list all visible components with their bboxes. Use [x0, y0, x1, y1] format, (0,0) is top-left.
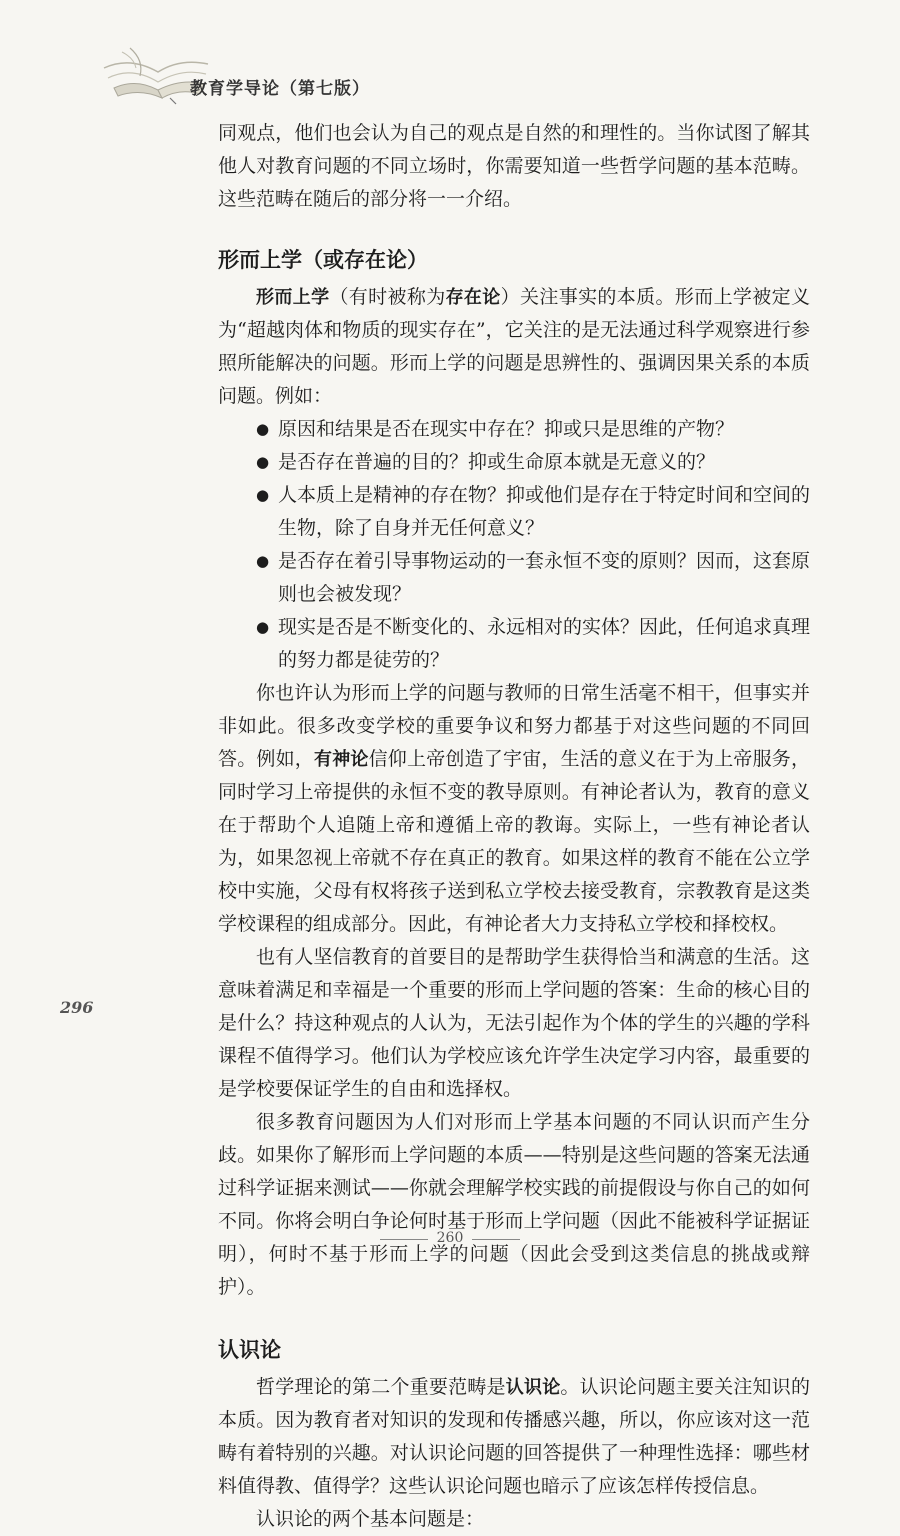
list-item: ● 是否存在普遍的目的？抑或生命原本就是无意义的？	[256, 446, 810, 479]
metaphysics-paragraph-4: 很多教育问题因为人们对形而上学基本问题的不同认识而产生分歧。如果你了解形而上学问题的本质——特别是这些问题的答案无法通过科学证据来测试——你就会理解学校实践的前提假设与你自己的如何不同。你将会明白争论何时基于形而上学问题（因此不能被科学证据证明），何时不基于形而上学的问题（因此会受到这类信息的挑战或辩护）。	[218, 1111, 810, 1298]
list-item: ● 是否存在着引导事物运动的一套永恒不变的原则？因而，这套原则也会被发现？	[256, 545, 810, 611]
list-item: ● 现实是否是不断变化的、永远相对的实体？因此，任何追求真理的努力都是徒劳的？	[256, 611, 810, 677]
intro-paragraph: 同观点，他们也会认为自己的观点是自然的和理性的。当你试图了解其他人对教育问题的不同立场时，你需要知道一些哲学问题的基本范畴。这些范畴在随后的部分将一一介绍。	[218, 122, 810, 210]
epistemology-paragraph-1: 哲学理论的第二个重要范畴是认识论。认识论问题主要关注知识的本质。因为教育者对知识的发现和传播感兴趣，所以，你应该对这一范畴有着特别的兴趣。对认识论问题的回答提供了一种理性选择：哪些材料值得教、值得学？这些认识论问题也暗示了应该怎样传授信息。	[218, 1376, 810, 1497]
metaphysics-paragraph-2: 你也许认为形而上学的问题与教师的日常生活毫不相干，但事实并非如此。很多改变学校的重要争议和努力都基于对这些问题的不同回答。例如，有神论信仰上帝创造了宇宙，生活的意义在于为上帝服务，同时学习上帝提供的永恒不变的教导原则。有神论者认为，教育的意义在于帮助个人追随上帝和遵循上帝的教诲。实际上，一些有神论者认为，如果忽视上帝就不存在真正的教育。如果这样的教育不能在公立学校中实施，父母有权将孩子送到私立学校去接受教育，宗教教育是这类学校课程的组成部分。因此，有神论者大力支持私立学校和择校权。	[218, 682, 810, 935]
epistemology-paragraph-2: 认识论的两个基本问题是：	[256, 1508, 485, 1530]
term-theism: 有神论	[314, 749, 369, 770]
term-metaphysics: 形而上学	[256, 287, 330, 308]
term-epistemology: 认识论	[505, 1377, 561, 1398]
bullet-icon: ●	[256, 618, 270, 636]
term-ontology: 存在论	[445, 287, 501, 308]
section-heading-metaphysics: 形而上学（或存在论）	[218, 248, 428, 272]
page-body	[218, 117, 810, 1536]
bullet-icon: ●	[256, 486, 270, 504]
metaphysics-paragraph-3: 也有人坚信教育的首要目的是帮助学生获得恰当和满意的生活。这意味着满足和幸福是一个重要的形而上学问题的答案：生命的核心目的是什么？持这种观点的人认为，无法引起作为个体的学生的兴趣的学科课程不值得学习。他们认为学校应该允许学生决定学习内容，最重要的是学校要保证学生的自由和选择权。	[218, 946, 810, 1100]
running-title: 教育学导论（第七版）	[190, 79, 370, 99]
bullet-icon: ●	[256, 453, 270, 471]
page-number: 260	[436, 1230, 464, 1246]
footer-rule-right	[472, 1239, 520, 1240]
section-heading-epistemology: 认识论	[218, 1338, 281, 1362]
footer-rule-left	[380, 1239, 428, 1240]
page-footer	[380, 1230, 520, 1250]
page-header	[100, 38, 480, 108]
side-page-number: 296	[60, 998, 94, 1017]
bullet-icon: ●	[256, 420, 270, 438]
metaphysics-paragraph-1: 形而上学（有时被称为存在论）关注事实的本质。形而上学被定义为“超越肉体和物质的现实存在”，它关注的是无法通过科学观察进行参照所能解决的问题。形而上学的问题是思辨性的、强调因果关系的本质问题。例如：	[218, 286, 810, 407]
bullet-icon: ●	[256, 552, 270, 570]
list-item: ● 人本质上是精神的存在物？抑或他们是存在于特定时间和空间的生物，除了自身并无任何意义？	[256, 479, 810, 545]
list-item: ● 原因和结果是否在现实中存在？抑或只是思维的产物？	[256, 413, 810, 446]
metaphysics-question-list	[218, 413, 810, 677]
